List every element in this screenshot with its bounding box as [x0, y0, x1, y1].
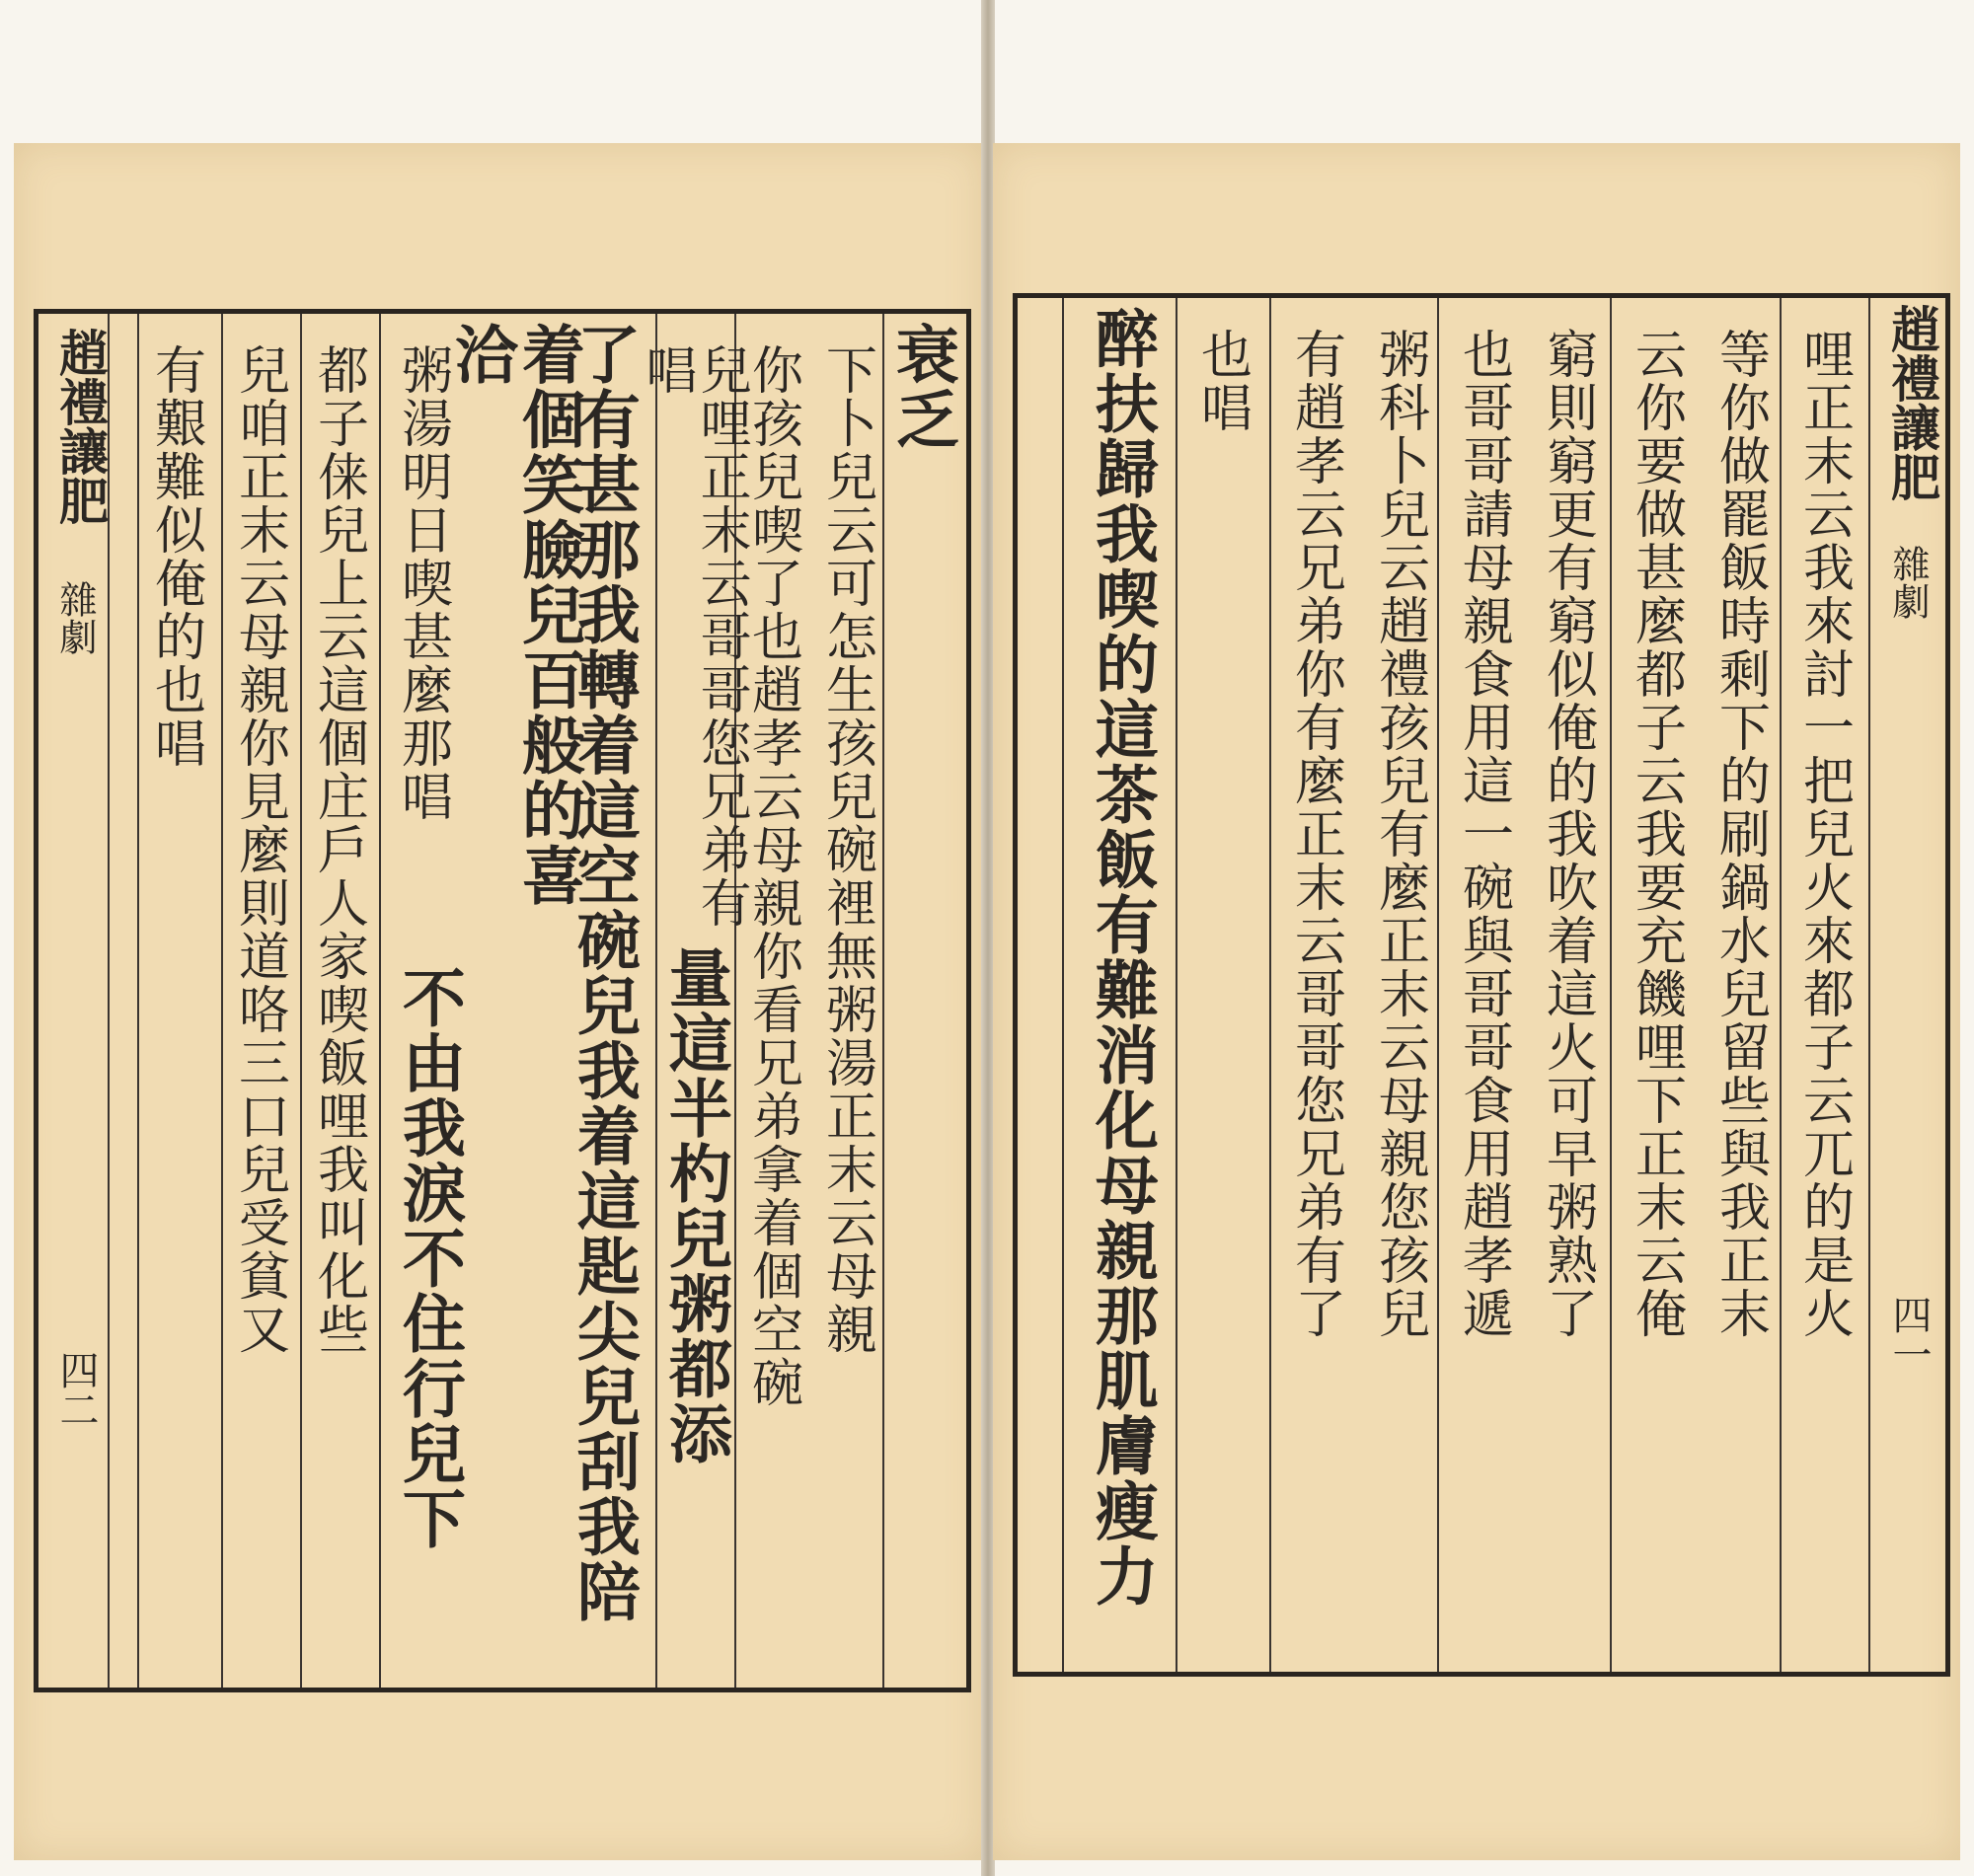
column-rule [1062, 298, 1064, 1672]
right-page-folio: 四一 [1886, 1295, 1932, 1374]
text-column: 都子俫兒上云這個庄戶人家喫飯哩我叫化些 [308, 343, 368, 1356]
column-rule [1780, 298, 1782, 1672]
text-column: 量這半杓兒粥都添 [657, 945, 732, 1466]
text-column: 下卜兒云可怎生孩兒碗裡無粥湯正末云母親 [816, 343, 876, 1356]
right-page [993, 143, 1960, 1860]
column-rule [221, 314, 223, 1688]
text-column: 粥湯明日喫甚麼那唱 [392, 343, 452, 823]
text-column: 了有甚那我轉着這空碗兒我着這匙尖兒刮我陪 [566, 322, 641, 1624]
text-column: 你孩兒喫了也趙孝云母親你看兄弟拿着個空碗 [742, 343, 802, 1409]
text-column: 哩正末云我來討一把兒火來都子云兀的是火 [1793, 328, 1854, 1340]
column-rule [137, 314, 139, 1688]
text-column: 等你做罷飯時剩下的刷鍋水兒留些與我正末 [1709, 328, 1770, 1340]
right-page-frame [1013, 293, 1950, 1677]
column-rule [1176, 298, 1177, 1672]
text-column: 粥科卜兒云趙禮孩兒有麼正末云母親您孩兒 [1369, 328, 1429, 1340]
text-column: 云你要做甚麼都子云我要充饑哩下正末云俺 [1626, 328, 1686, 1340]
left-page-banner-title: 趙禮讓肥 [51, 328, 110, 525]
text-column: 有艱難似俺的也唱 [145, 343, 205, 770]
text-column: 衰乏 [884, 322, 959, 452]
column-rule [882, 314, 884, 1688]
text-column: 也唱 [1191, 328, 1252, 434]
text-column: 醉扶歸我喫的這茶飯有難消化母親那肌膚瘦力 [1084, 306, 1159, 1609]
right-page-banner-title: 趙禮讓肥 [1883, 304, 1941, 501]
text-column: 兒咱正末云母親你見麼則道咯三口兒受貧又 [229, 343, 289, 1356]
text-column: 也哥哥請母親食用這一碗與哥哥食用趙孝遞 [1453, 328, 1513, 1340]
left-page-frame [34, 309, 971, 1692]
text-column: 着個笑臉兒百般的喜洽 [444, 322, 585, 908]
column-rule [1610, 298, 1612, 1672]
left-page [14, 143, 983, 1860]
text-column: 兒哩正末云哥哥您兄弟有唱 [637, 343, 751, 930]
column-rule [300, 314, 302, 1688]
column-rule [1868, 298, 1870, 1672]
column-rule [1437, 298, 1439, 1672]
column-rule [379, 314, 381, 1688]
left-page-folio: 四二 [53, 1350, 99, 1429]
column-rule [1269, 298, 1271, 1672]
column-rule [655, 314, 657, 1688]
left-page-banner-genre: 雜劇 [53, 580, 97, 655]
column-rule [108, 314, 110, 1688]
text-column: 有趙孝云兄弟你有麼正末云哥哥您兄弟有了 [1285, 328, 1345, 1340]
text-column: 窮則窮更有窮似俺的我吹着這火可早粥熟了 [1537, 328, 1597, 1340]
right-page-banner-genre: 雜劇 [1886, 545, 1930, 620]
text-column: 不由我淚不住行兒下 [391, 965, 466, 1551]
